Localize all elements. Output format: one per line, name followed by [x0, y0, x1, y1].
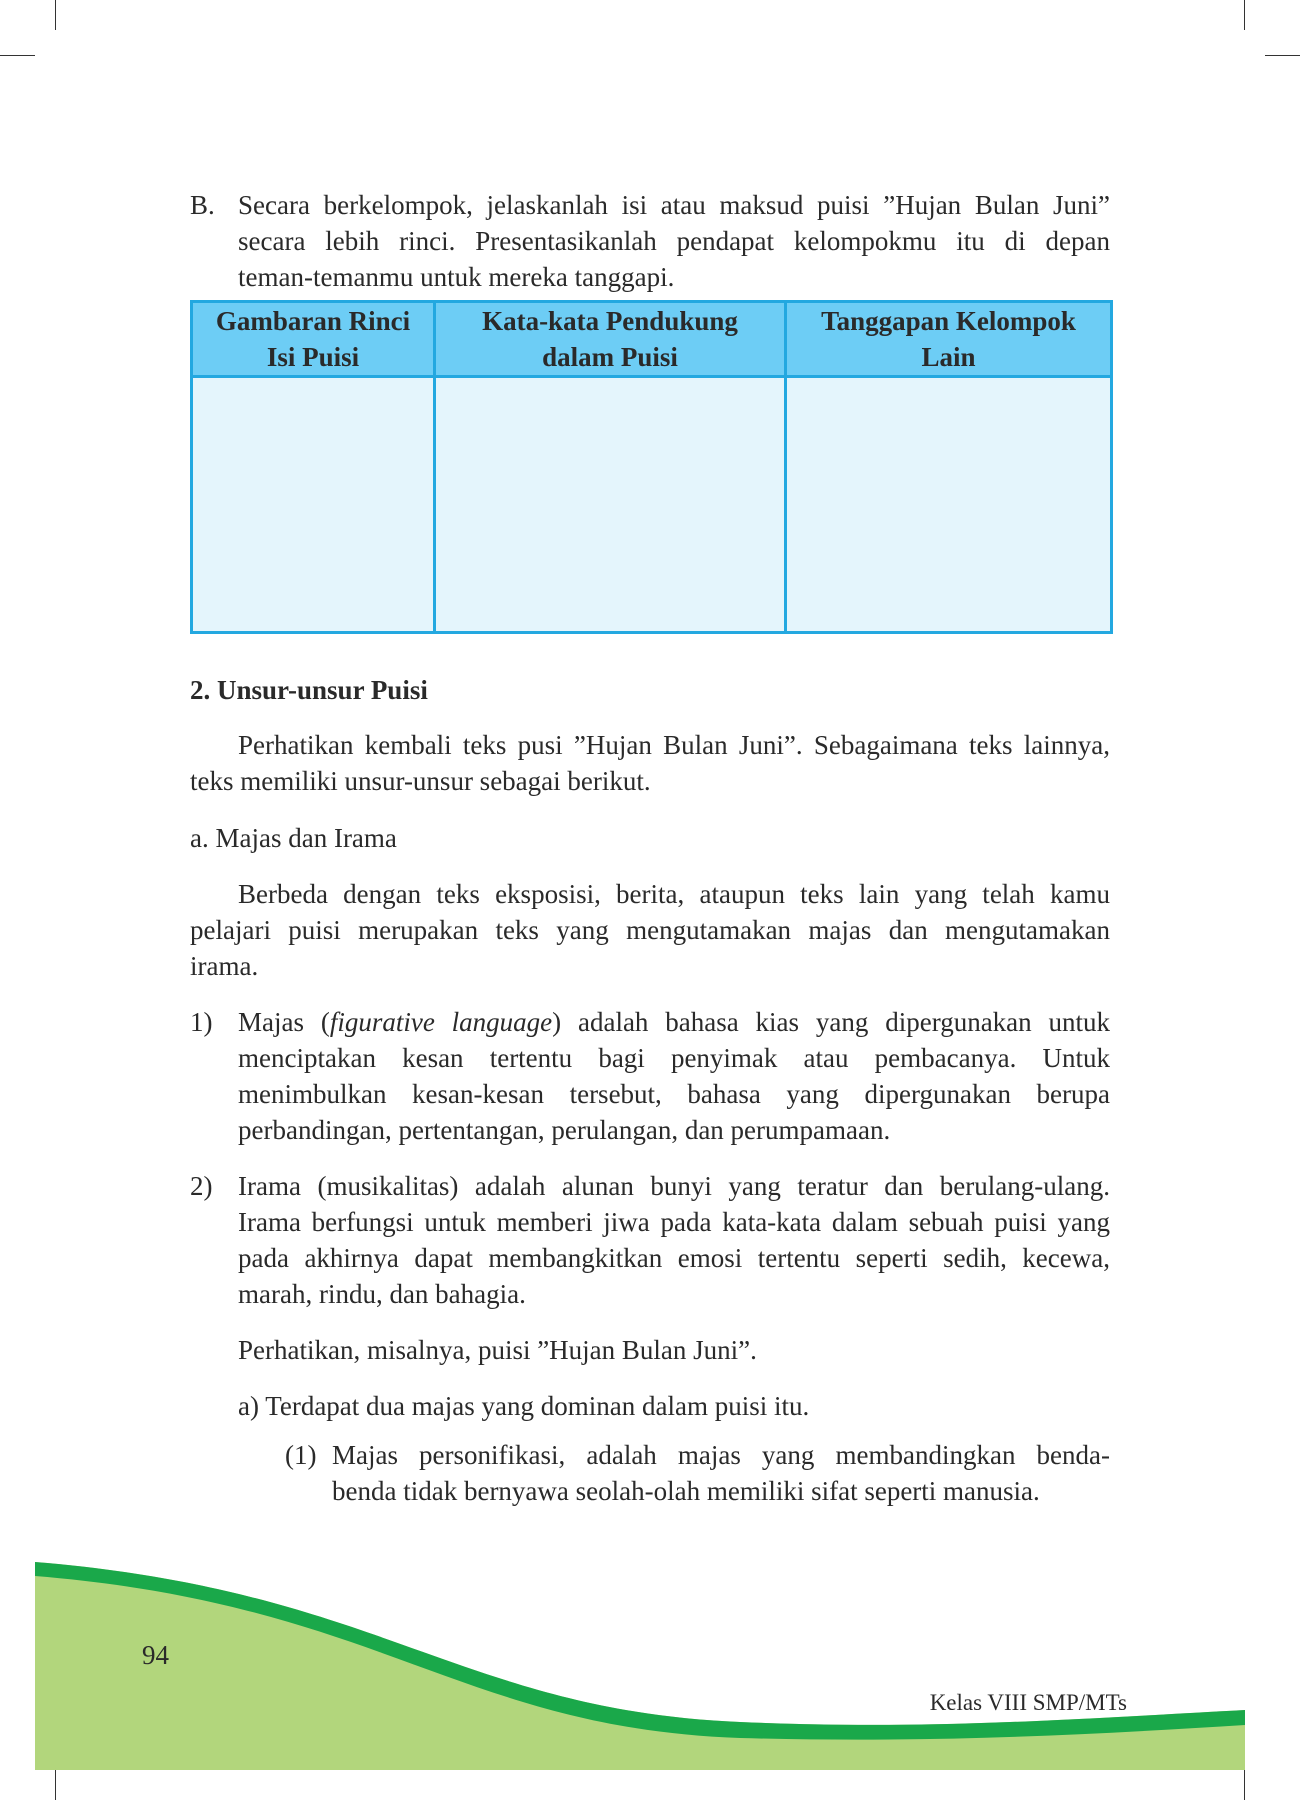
section-heading: 2. Unsur-unsur Puisi: [190, 675, 428, 705]
column-header-supporting-words: [435, 302, 786, 377]
crop-mark: [0, 55, 35, 56]
crop-mark: [1244, 0, 1245, 30]
sub-item-a: a) Terdapat dua majas yang dominan dalam puisi itu.: [238, 1391, 810, 1421]
sub-item-number: (1): [285, 1440, 317, 1470]
header-label: Isi Puisi: [266, 342, 360, 372]
header-label: Tanggapan Kelompok: [821, 306, 1076, 336]
section-b-line: secara lebih rinci. Presentasikanlah pendapat kelompokmu itu di depan: [238, 226, 1110, 256]
crop-mark: [55, 0, 56, 30]
table-header-row: [192, 302, 1112, 377]
header-label: Gambaran Rinci: [215, 306, 411, 336]
header-label: Kata-kata Pendukung: [482, 306, 738, 336]
sub-item-line: Majas personifikasi, adalah majas yang membandingkan benda-: [332, 1440, 1110, 1470]
example-intro: Perhatikan, misalnya, puisi ”Hujan Bulan Juni”.: [238, 1335, 757, 1365]
list-item-line: perbandingan, pertentangan, perulangan, dan perumpamaan.: [238, 1115, 891, 1145]
crop-mark: [1265, 55, 1300, 56]
table-cell[interactable]: [192, 377, 435, 633]
table-row: [192, 377, 1112, 633]
list-item-line: pada akhirnya dapat membangkitkan emosi tertentu seperti sedih, kecewa,: [238, 1243, 1110, 1273]
list-item-text: Majas (: [238, 1007, 330, 1037]
intro-line: Perhatikan kembali teks pusi ”Hujan Bulan Juni”. Sebagaimana teks lainnya,: [238, 730, 1110, 760]
crop-mark: [1244, 1770, 1245, 1800]
paragraph-line: Berbeda dengan teks eksposisi, berita, ataupun teks lain yang telah kamu: [238, 879, 1110, 909]
response-table: [190, 300, 1113, 634]
list-item-text: ) adalah bahasa kias yang dipergunakan untuk: [552, 1007, 1111, 1037]
list-item-line: [238, 1004, 1110, 1040]
footer-label: Kelas VIII SMP/MTs: [929, 1690, 1127, 1715]
paragraph-line: irama.: [190, 951, 259, 981]
section-b-line: teman-temanmu untuk mereka tanggapi.: [238, 262, 675, 292]
sub-item-line: benda tidak bernyawa seolah-olah memiliki sifat seperti manusia.: [332, 1476, 1040, 1506]
header-label: dalam Puisi: [542, 342, 678, 372]
header-label: Lain: [921, 342, 976, 372]
footer-wave-decoration: [0, 1560, 1300, 1770]
table-cell[interactable]: [786, 377, 1112, 633]
list-item-line: Irama (musikalitas) adalah alunan bunyi yang teratur dan berulang-ulang.: [238, 1171, 1110, 1201]
list-item-italic-term: figurative language: [329, 1007, 553, 1037]
list-item-line: menciptakan kesan tertentu bagi penyimak atau pembacanya. Untuk: [238, 1043, 1110, 1073]
list-item-line: marah, rindu, dan bahagia.: [238, 1279, 526, 1309]
list-item-line: menimbulkan kesan-kesan tersebut, bahasa yang dipergunakan berupa: [238, 1079, 1110, 1109]
crop-mark: [55, 1770, 56, 1800]
list-number: 1): [190, 1007, 213, 1037]
list-number: 2): [190, 1171, 213, 1201]
page-number: 94: [142, 1640, 169, 1670]
list-item-line: Irama berfungsi untuk memberi jiwa pada kata-kata dalam sebuah puisi yang: [238, 1207, 1110, 1237]
table-cell[interactable]: [435, 377, 786, 633]
column-header-responses: [786, 302, 1112, 377]
section-b-letter: B.: [190, 190, 215, 220]
paragraph-line: pelajari puisi merupakan teks yang mengutamakan majas dan mengutamakan: [190, 915, 1110, 945]
intro-line: teks memiliki unsur-unsur sebagai berikut.: [190, 766, 651, 796]
column-header-description: [192, 302, 435, 377]
section-b-line: Secara berkelompok, jelaskanlah isi atau maksud puisi ”Hujan Bulan Juni”: [238, 190, 1110, 220]
subheading: a. Majas dan Irama: [190, 823, 397, 853]
